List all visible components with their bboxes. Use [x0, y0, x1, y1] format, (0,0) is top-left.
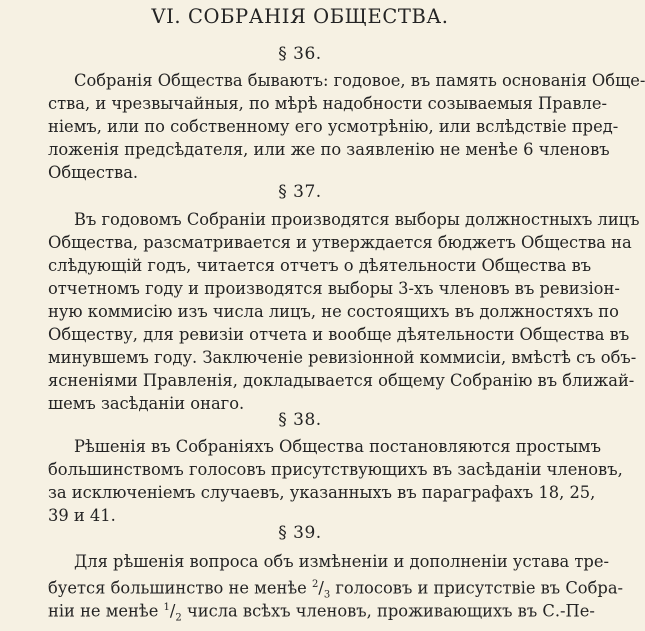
text-line: 39 и 41.	[48, 506, 116, 525]
fraction-numerator: 1	[163, 602, 170, 613]
text-line: ніемъ, или по собственному его усмотрѣнію, или вслѣдствіе пред-	[48, 117, 619, 136]
text-line: ную коммисію изъ числа лицъ, не состоящихъ въ должностяхъ по	[48, 302, 619, 321]
fraction-denominator: 2	[175, 612, 182, 624]
fraction-numerator: 2	[311, 579, 319, 590]
text-line: ніи не менѣе $^1/_2$ числа всѣхъ членовъ, проживающихъ въ С.-Пе-	[48, 601, 595, 624]
text-line: Рѣшенія въ Собраніяхъ Общества постановляются простымъ	[74, 437, 601, 456]
text-line: ства, и чрезвычайныя, по мѣрѣ надобности созываемыя Правле-	[48, 94, 607, 113]
section-mark-38: § 38.	[278, 410, 322, 430]
fraction-denominator: 3	[323, 589, 331, 601]
line-text: числа всѣхъ членовъ, проживающихъ въ С.-Пе-	[181, 601, 595, 621]
text-line: Общества.	[48, 163, 139, 182]
text-line: за исключеніемъ случаевъ, указанныхъ въ параграфахъ 18, 25,	[48, 483, 596, 502]
text-line: отчетномъ году и производятся выборы 3-хъ членовъ въ ревизіон-	[48, 279, 620, 298]
section-mark-36: § 36.	[278, 44, 322, 64]
text-line: Общества, разсматривается и утверждается бюджетъ Общества на	[48, 233, 632, 252]
line-text: Для рѣшенія вопроса объ измѣненіи и дополненіи устава тре-	[74, 552, 609, 571]
text-line: буется большинство не менѣе $^2/_3$ голосовъ и присутствіе въ Собра-	[48, 578, 624, 601]
line-text: голосовъ и присутствіе въ Собра-	[330, 578, 624, 598]
text-line: ясненіями Правленія, докладывается общему Собранію въ ближай-	[48, 371, 635, 390]
text-line: ложенія предсѣдателя, или же по заявленію не менѣе 6 членовъ	[48, 140, 610, 159]
text-line: большинствомъ голосовъ присутствующихъ въ засѣданіи членовъ,	[48, 460, 623, 479]
text-line: Собранія Общества бываютъ: годовое, въ память основанія Обще-	[74, 71, 645, 90]
line-text: ніи не менѣе	[48, 601, 164, 621]
chapter-heading: VI. СОБРАНІЯ ОБЩЕСТВА.	[151, 5, 449, 28]
section-mark-37: § 37.	[278, 182, 322, 202]
line-text: буется большинство не менѣе	[48, 578, 312, 598]
text-line: Въ годовомъ Собраніи производятся выборы должностныхъ лицъ	[74, 210, 640, 229]
section-mark-39: § 39.	[278, 523, 322, 543]
text-line: шемъ засѣданіи онаго.	[48, 394, 245, 413]
text-line: слѣдующій годъ, читается отчетъ о дѣятельности Общества въ	[48, 256, 592, 275]
text-line	[74, 551, 609, 573]
text-line: Обществу, для ревизіи отчета и вообще дѣятельности Общества въ	[48, 325, 630, 344]
text-line: минувшемъ году. Заключеніе ревизіонной коммисіи, вмѣстѣ съ объ-	[48, 348, 637, 367]
